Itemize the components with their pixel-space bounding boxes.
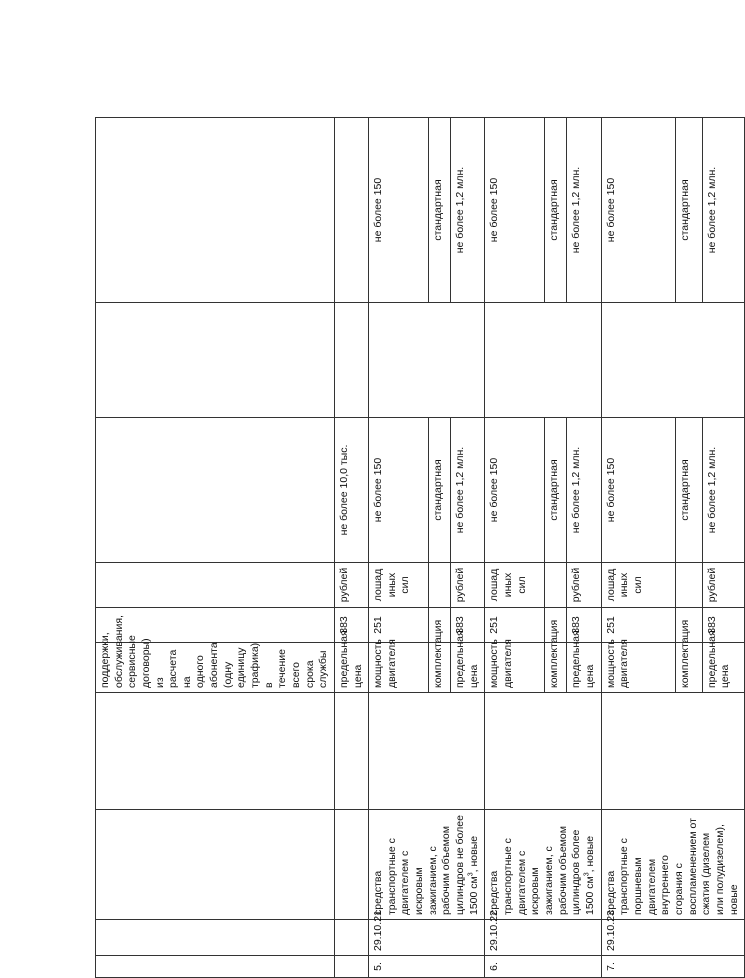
value-col1: стандартная	[429, 418, 451, 563]
char-label: мощность двигателя	[601, 643, 675, 693]
cell-empty	[96, 418, 335, 563]
okei-code: 383	[451, 608, 485, 643]
value-col1: не более 150	[601, 418, 675, 563]
okei-code: 383	[334, 608, 368, 643]
unit	[429, 563, 451, 608]
value-col1: стандартная	[545, 418, 567, 563]
char-label: комплектация	[675, 643, 702, 693]
okpd-code: 29.10.23	[601, 920, 744, 956]
okpd-code: 29.10.21	[369, 920, 485, 956]
value-col2: стандартная	[675, 118, 702, 303]
char-label: предельная цена	[702, 643, 744, 693]
unit: рублей	[702, 563, 744, 608]
char-label: комплектация	[429, 643, 451, 693]
characteristic-continuation: поддержки, обслуживания, сервисные договоры) из расчета на одного абонента (одну единицу трафика) в течение всего срока службы	[96, 643, 335, 693]
continuation-subrow	[334, 118, 368, 978]
value-col1: не более 1,2 млн.	[451, 418, 485, 563]
value-col2: не более 150	[369, 118, 429, 303]
okei-code: 251	[369, 608, 429, 643]
value-continuation: не более 10,0 тыс.	[334, 418, 368, 563]
value-col1: не более 150	[485, 418, 545, 563]
row-number: 7.	[601, 956, 744, 978]
cell-empty	[334, 810, 368, 920]
value-col2: стандартная	[429, 118, 451, 303]
cell-empty	[334, 693, 368, 810]
value-col1: не более 1,2 млн.	[567, 418, 601, 563]
cell-empty	[334, 920, 368, 956]
okei-code: 383	[567, 608, 601, 643]
rotated-table-sheet	[95, 118, 740, 978]
cell-empty	[369, 303, 485, 418]
value-col2: не более 1,2 млн.	[451, 118, 485, 303]
okei-code: 251	[601, 608, 675, 643]
cell-empty	[96, 956, 335, 978]
cell-empty	[601, 693, 744, 810]
cell-empty	[334, 303, 368, 418]
char-label: мощность двигателя	[369, 643, 429, 693]
value-col2: не более 150	[601, 118, 675, 303]
cell-empty	[96, 810, 335, 920]
value-col1: не более 150	[369, 418, 429, 563]
cell-empty	[96, 920, 335, 956]
product-name: средства транспортные с поршневым двигателем внутреннего сгорания с воспламенением от сжатия (дизелем или полудизелем), новые	[601, 810, 744, 920]
cell-empty	[96, 563, 335, 608]
continuation-row	[96, 118, 335, 978]
cell-empty	[96, 693, 335, 810]
cell-empty	[334, 118, 368, 303]
char-label: предельная цена	[451, 643, 485, 693]
unit	[675, 563, 702, 608]
unit: рублей	[334, 563, 368, 608]
char-label: мощность двигателя	[485, 643, 545, 693]
requirements-table	[95, 117, 745, 978]
char-label: предельная цена	[567, 643, 601, 693]
table-row	[485, 118, 545, 978]
value-col2: не более 1,2 млн.	[567, 118, 601, 303]
value-col1: не более 1,2 млн.	[702, 418, 744, 563]
product-name: средства транспортные с двигателем с искровым зажиганием, с рабочим объемом цилиндров более 1500 $см^3$, новые	[485, 810, 601, 920]
table-row	[369, 118, 429, 978]
okpd-code: 29.10.22	[485, 920, 601, 956]
char-label: комплектация	[545, 643, 567, 693]
row-number: 5.	[369, 956, 485, 978]
cell-empty	[96, 118, 335, 303]
product-name: средства транспортные с двигателем с искровым зажиганием, с рабочим объемом цилиндров не более 1500 $см^3$, новые	[369, 810, 485, 920]
value-col2: стандартная	[545, 118, 567, 303]
unit	[545, 563, 567, 608]
cell-empty	[485, 303, 601, 418]
unit: рублей	[451, 563, 485, 608]
cell-empty	[369, 693, 485, 810]
cell-empty	[96, 303, 335, 418]
okei-code: 251	[485, 608, 545, 643]
okei-code: 383	[702, 608, 744, 643]
table-row	[601, 118, 675, 978]
cell-empty	[601, 303, 744, 418]
value-col1: стандартная	[675, 418, 702, 563]
value-col2: не более 1,2 млн.	[702, 118, 744, 303]
row-number: 6.	[485, 956, 601, 978]
unit: лошад иных сил	[485, 563, 545, 608]
value-col2: не более 150	[485, 118, 545, 303]
char-label: предельная цена	[334, 643, 368, 693]
unit: лошад иных сил	[601, 563, 675, 608]
unit: лошад иных сил	[369, 563, 429, 608]
unit: рублей	[567, 563, 601, 608]
cell-empty	[334, 956, 368, 978]
cell-empty	[485, 693, 601, 810]
